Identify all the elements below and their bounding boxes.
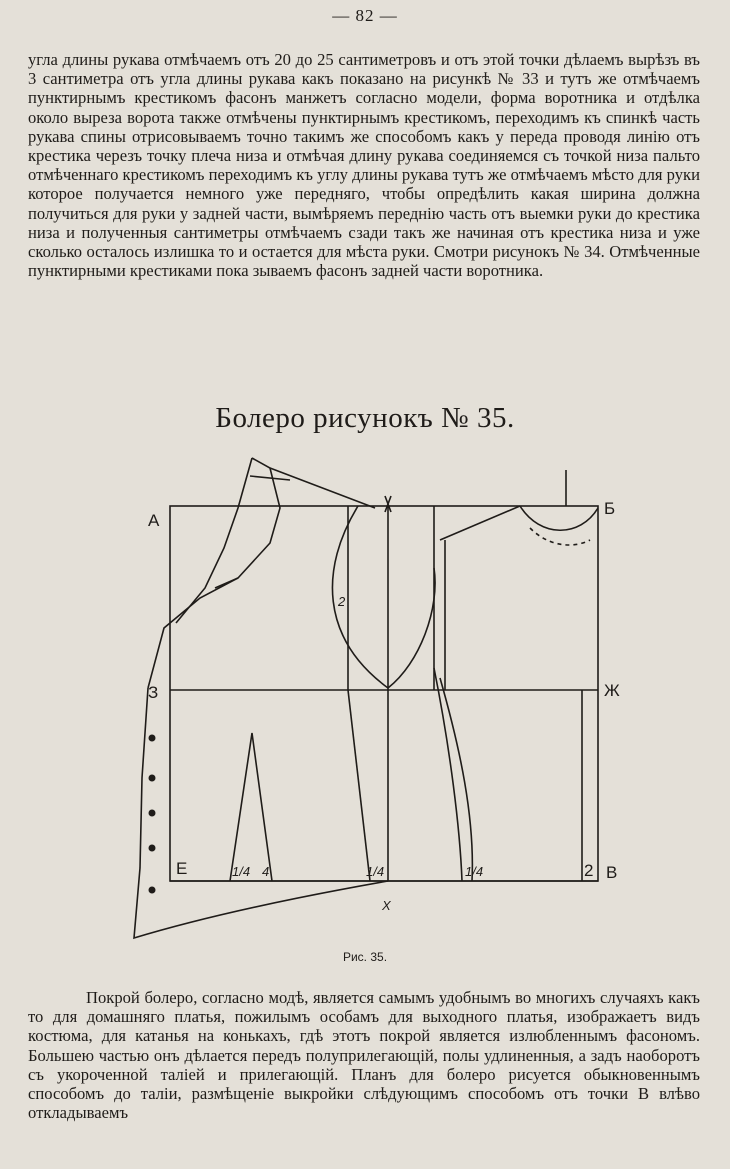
- label-quarter-3: 1/4: [465, 864, 484, 879]
- label-quarter-1: 1/4: [232, 864, 251, 879]
- label-X: Х: [382, 898, 391, 913]
- figure-heading: Болеро рисунокъ № 35.: [215, 402, 515, 434]
- collar-points: [215, 476, 290, 588]
- label-A: А: [148, 511, 160, 530]
- label-quarter-2: 1/4: [366, 864, 385, 879]
- label-four: 4: [262, 864, 270, 879]
- front-lapel: [148, 458, 280, 688]
- figure-caption: Рис. 35.: [342, 950, 388, 964]
- page-number: — 82 —: [332, 6, 398, 25]
- front-edge: [134, 688, 388, 938]
- front-lapel-inner: [176, 458, 252, 623]
- label-Zh: Ж: [604, 681, 620, 700]
- label-V: В: [606, 863, 618, 882]
- paragraph-top: угла длины рукава отмѣчаемъ отъ 20 до 25 сантиметровъ и отъ этой точки дѣлаемъ вырѣзъ въ 3 сантиметра отъ угла длины рукава какъ показано на рисункѣ № 33 и тутъ же отмѣчаемъ пунктирнымъ крестикомъ фасонъ манжетъ согласно модели, форма воротника и отдѣлка около выреза ворота также отмѣчены пунктирнымъ крестикомъ, переходимъ къ спинкѣ часть рукава спины отрисовываемъ точно такимъ же способомъ какъ у переда проводя линію отъ крестика черезъ точку плеча низа и отмѣчая длину рукава соединяемся съ точкой низа пальто отмѣченнаго крестикомъ переходимъ къ углу длины рукава тутъ же отмѣчаемъ мѣсто для руки которое получается немного уже передняго, чтобы опредѣлить какая ширина должна получиться для руки у задней части, вымѣряемъ переднію часть отъ выемки руки до крестика низа и полученныя сантиметры отмѣчаемъ сзади такъ же начиная отъ крестика низа и уже сколько осталось излишка то и остается для мѣста руки. Смотри рисунокъ № 34. Отмѣченные пунктирными крестиками пока зываемъ фасонъ задней части воротника.: [28, 50, 700, 281]
- back-shoulder: [440, 506, 520, 540]
- collar-line: [270, 468, 375, 508]
- side-seam-right: [434, 668, 462, 881]
- back-seam: [440, 678, 472, 881]
- bolero-pattern-diagram: [120, 448, 630, 948]
- pattern-frame: [170, 506, 598, 881]
- label-two: 2: [584, 861, 594, 880]
- label-Z: З: [148, 683, 159, 702]
- label-armhole-two: 2: [338, 594, 346, 609]
- label-B: Б: [604, 499, 616, 518]
- buttons: [149, 735, 156, 894]
- paragraph-bottom: Покрой болеро, согласно модѣ, является самымъ удобнымъ во многихъ случаяхъ какъ то для домашняго платья, пожилымъ особамъ для выходного платья, изображаетъ видъ костюма, для катанья на конькахъ, гдѣ этотъ покрой является излюбленнымъ фасономъ. Большею частью онъ дѣлается передъ полуприлегающій, полы удлиненныя, а задъ наоборотъ съ укороченной таліей и прилегающій. Планъ для болеро рисуется обыкновеннымъ способомъ до таліи, размѣщеніе выкройки слѣдующимъ способомъ отъ точки В влѣво откладываемъ: [28, 988, 700, 1123]
- label-E: Е: [176, 859, 188, 878]
- front-dart: [230, 733, 272, 881]
- back-neck: [520, 506, 598, 530]
- side-seam-left: [348, 690, 370, 881]
